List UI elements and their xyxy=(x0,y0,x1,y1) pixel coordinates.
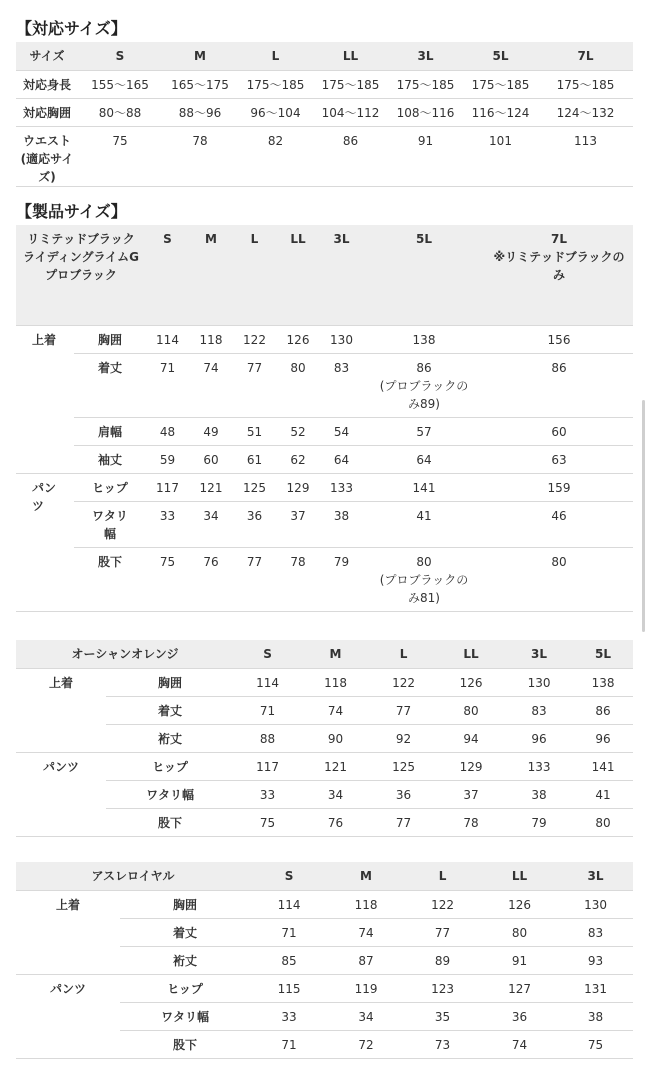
cell: 129 xyxy=(437,752,505,780)
cell: 37 xyxy=(276,501,320,547)
header-cell: 5L xyxy=(573,640,633,668)
cell: 36 xyxy=(481,1002,558,1030)
cell: 33 xyxy=(250,1002,328,1030)
cell: 129 xyxy=(276,473,320,501)
cell: 86 xyxy=(485,353,633,417)
header-cell: 3L xyxy=(388,42,463,70)
cell: 130 xyxy=(505,668,573,696)
row-label: 胸囲 xyxy=(120,890,250,918)
cell: 155〜165 xyxy=(78,70,162,98)
cell: 37 xyxy=(437,780,505,808)
header-cell: 5L xyxy=(363,225,485,325)
table-row xyxy=(16,780,633,808)
cell: 78 xyxy=(276,547,320,611)
cell: 133 xyxy=(505,752,573,780)
cell: 73 xyxy=(404,1030,481,1058)
header-cell: 5L xyxy=(463,42,538,70)
cell: 60 xyxy=(189,445,233,473)
cell: 80 xyxy=(481,918,558,946)
corner-cell: アスレロイヤル xyxy=(16,862,250,890)
cell: 80 xyxy=(437,696,505,724)
cell: 72 xyxy=(328,1030,404,1058)
table-row xyxy=(16,98,633,126)
row-label: ウエスト (適応サイズ) xyxy=(16,126,78,186)
cell: 48 xyxy=(146,417,189,445)
cell: 74 xyxy=(481,1030,558,1058)
cell: 130 xyxy=(320,325,363,353)
header-cell: S xyxy=(250,862,328,890)
row-label: 裄丈 xyxy=(106,724,234,752)
cell: 34 xyxy=(328,1002,404,1030)
section-title-product-size: 【製品サイズ】 xyxy=(16,202,127,221)
cell: 36 xyxy=(370,780,437,808)
athle-royal-size-table xyxy=(16,862,633,1059)
cell: 126 xyxy=(481,890,558,918)
header-cell: L xyxy=(404,862,481,890)
cell: 96 xyxy=(505,724,573,752)
cell: 130 xyxy=(558,890,633,918)
cell: 36 xyxy=(233,501,276,547)
cell: 77 xyxy=(233,353,276,417)
cell: 122 xyxy=(233,325,276,353)
cell: 114 xyxy=(250,890,328,918)
cell: 90 xyxy=(301,724,370,752)
cell: 80 (プロブラックのみ81) xyxy=(363,547,485,611)
cell: 62 xyxy=(276,445,320,473)
corner-cell: リミテッドブラック ライディングライムG プロブラック xyxy=(16,225,146,325)
cell: 89 xyxy=(404,946,481,974)
header-cell: L xyxy=(238,42,313,70)
cell: 78 xyxy=(162,126,238,186)
cell: 175〜185 xyxy=(238,70,313,98)
cell: 113 xyxy=(538,126,633,186)
row-label: 裄丈 xyxy=(120,946,250,974)
cell: 41 xyxy=(573,780,633,808)
cell: 78 xyxy=(437,808,505,836)
corner-cell: オーシャンオレンジ xyxy=(16,640,234,668)
cell: 133 xyxy=(320,473,363,501)
header-cell: S xyxy=(234,640,301,668)
cell: 80 xyxy=(276,353,320,417)
table-row xyxy=(16,70,633,98)
cell: 92 xyxy=(370,724,437,752)
cell: 71 xyxy=(250,1030,328,1058)
cell: 88〜96 xyxy=(162,98,238,126)
header-cell: M xyxy=(162,42,238,70)
compatible-size-table xyxy=(16,42,633,187)
table-row xyxy=(16,974,633,1002)
cell: 86 xyxy=(313,126,388,186)
cell: 101 xyxy=(463,126,538,186)
header-cell: L xyxy=(370,640,437,668)
cell: 119 xyxy=(328,974,404,1002)
table-row xyxy=(16,325,633,353)
cell: 126 xyxy=(276,325,320,353)
row-label: ワタリ幅 xyxy=(120,1002,250,1030)
cell: 33 xyxy=(234,780,301,808)
cell: 74 xyxy=(328,918,404,946)
cell: 34 xyxy=(189,501,233,547)
cell: 54 xyxy=(320,417,363,445)
cell: 59 xyxy=(146,445,189,473)
cell: 96 xyxy=(573,724,633,752)
header-cell: M xyxy=(301,640,370,668)
row-label: 着丈 xyxy=(74,353,146,417)
cell: 156 xyxy=(485,325,633,353)
header-cell: M xyxy=(328,862,404,890)
group-label-pants: パンツ xyxy=(16,974,120,1058)
cell: 75 xyxy=(78,126,162,186)
cell: 96〜104 xyxy=(238,98,313,126)
table-row xyxy=(16,126,633,186)
cell: 57 xyxy=(363,417,485,445)
cell: 80 xyxy=(573,808,633,836)
cell: 80 xyxy=(485,547,633,611)
row-label: 股下 xyxy=(106,808,234,836)
table-row xyxy=(16,473,633,501)
cell: 126 xyxy=(437,668,505,696)
cell: 123 xyxy=(404,974,481,1002)
cell: 33 xyxy=(146,501,189,547)
cell: 114 xyxy=(146,325,189,353)
header-cell: LL xyxy=(313,42,388,70)
row-label: 着丈 xyxy=(120,918,250,946)
row-label: ワタリ幅 xyxy=(106,780,234,808)
cell: 49 xyxy=(189,417,233,445)
cell: 91 xyxy=(388,126,463,186)
cell: 175〜185 xyxy=(313,70,388,98)
row-label: 肩幅 xyxy=(74,417,146,445)
group-label-pants: パンツ xyxy=(16,473,74,611)
row-label: 股下 xyxy=(74,547,146,611)
cell: 141 xyxy=(573,752,633,780)
cell: 61 xyxy=(233,445,276,473)
row-label: 股下 xyxy=(120,1030,250,1058)
header-cell: S xyxy=(78,42,162,70)
cell: 51 xyxy=(233,417,276,445)
header-cell: 3L xyxy=(505,640,573,668)
row-label: 袖丈 xyxy=(74,445,146,473)
cell: 75 xyxy=(234,808,301,836)
row-label: 対応胸囲 xyxy=(16,98,78,126)
cell: 75 xyxy=(558,1030,633,1058)
cell: 79 xyxy=(320,547,363,611)
cell: 118 xyxy=(189,325,233,353)
row-label: ワタリ幅 xyxy=(74,501,146,547)
cell: 117 xyxy=(234,752,301,780)
cell: 83 xyxy=(558,918,633,946)
table-row xyxy=(16,668,633,696)
cell: 93 xyxy=(558,946,633,974)
table-row xyxy=(16,752,633,780)
cell: 76 xyxy=(189,547,233,611)
cell: 74 xyxy=(189,353,233,417)
cell: 175〜185 xyxy=(388,70,463,98)
cell: 175〜185 xyxy=(463,70,538,98)
cell: 86 xyxy=(573,696,633,724)
cell: 115 xyxy=(250,974,328,1002)
header-cell: 7L xyxy=(538,42,633,70)
table-row xyxy=(16,501,633,547)
row-label: 対応身長 xyxy=(16,70,78,98)
table-row xyxy=(16,353,633,417)
scrollbar[interactable] xyxy=(642,400,645,632)
cell: 118 xyxy=(328,890,404,918)
cell: 75 xyxy=(146,547,189,611)
header-cell: LL xyxy=(276,225,320,325)
cell: 71 xyxy=(250,918,328,946)
cell: 46 xyxy=(485,501,633,547)
cell: 82 xyxy=(238,126,313,186)
cell: 138 xyxy=(363,325,485,353)
header-cell: S xyxy=(146,225,189,325)
cell: 124〜132 xyxy=(538,98,633,126)
cell: 77 xyxy=(404,918,481,946)
cell: 79 xyxy=(505,808,573,836)
cell: 71 xyxy=(234,696,301,724)
header-cell: 3L xyxy=(558,862,633,890)
cell: 38 xyxy=(558,1002,633,1030)
cell: 77 xyxy=(370,696,437,724)
cell: 74 xyxy=(301,696,370,724)
header-cell: サイズ xyxy=(16,42,78,70)
cell: 71 xyxy=(146,353,189,417)
table-row xyxy=(16,445,633,473)
cell: 77 xyxy=(233,547,276,611)
cell: 125 xyxy=(370,752,437,780)
group-label-jacket: 上着 xyxy=(16,890,120,974)
row-label: ヒップ xyxy=(74,473,146,501)
table-row xyxy=(16,724,633,752)
ocean-orange-size-table xyxy=(16,640,633,837)
table-row xyxy=(16,890,633,918)
row-label: ヒップ xyxy=(120,974,250,1002)
cell: 63 xyxy=(485,445,633,473)
cell: 38 xyxy=(320,501,363,547)
header-cell: LL xyxy=(437,640,505,668)
cell: 76 xyxy=(301,808,370,836)
table-row xyxy=(16,547,633,611)
cell: 104〜112 xyxy=(313,98,388,126)
row-label: 胸囲 xyxy=(74,325,146,353)
table-row xyxy=(16,696,633,724)
header-cell: M xyxy=(189,225,233,325)
cell: 34 xyxy=(301,780,370,808)
cell: 64 xyxy=(363,445,485,473)
cell: 94 xyxy=(437,724,505,752)
cell: 121 xyxy=(189,473,233,501)
group-label-jacket: 上着 xyxy=(16,668,106,752)
cell: 117 xyxy=(146,473,189,501)
cell: 122 xyxy=(404,890,481,918)
cell: 52 xyxy=(276,417,320,445)
cell: 116〜124 xyxy=(463,98,538,126)
cell: 83 xyxy=(505,696,573,724)
cell: 114 xyxy=(234,668,301,696)
cell: 85 xyxy=(250,946,328,974)
cell: 108〜116 xyxy=(388,98,463,126)
cell: 86 (プロブラックのみ89) xyxy=(363,353,485,417)
cell: 38 xyxy=(505,780,573,808)
cell: 41 xyxy=(363,501,485,547)
cell: 138 xyxy=(573,668,633,696)
cell: 159 xyxy=(485,473,633,501)
cell: 125 xyxy=(233,473,276,501)
header-cell: LL xyxy=(481,862,558,890)
table-row xyxy=(16,417,633,445)
header-cell: 3L xyxy=(320,225,363,325)
cell: 118 xyxy=(301,668,370,696)
cell: 121 xyxy=(301,752,370,780)
cell: 88 xyxy=(234,724,301,752)
cell: 131 xyxy=(558,974,633,1002)
group-label-pants: パンツ xyxy=(16,752,106,836)
cell: 35 xyxy=(404,1002,481,1030)
cell: 87 xyxy=(328,946,404,974)
group-label-jacket: 上着 xyxy=(16,325,74,473)
cell: 165〜175 xyxy=(162,70,238,98)
cell: 83 xyxy=(320,353,363,417)
row-label: 胸囲 xyxy=(106,668,234,696)
product-size-table xyxy=(16,225,633,612)
cell: 127 xyxy=(481,974,558,1002)
cell: 80〜88 xyxy=(78,98,162,126)
cell: 175〜185 xyxy=(538,70,633,98)
section-title-compatible-size: 【対応サイズ】 xyxy=(16,19,127,38)
header-cell: L xyxy=(233,225,276,325)
table-row xyxy=(16,808,633,836)
row-label: 着丈 xyxy=(106,696,234,724)
row-label: ヒップ xyxy=(106,752,234,780)
cell: 77 xyxy=(370,808,437,836)
cell: 141 xyxy=(363,473,485,501)
cell: 60 xyxy=(485,417,633,445)
cell: 122 xyxy=(370,668,437,696)
header-cell: 7L ※リミテッドブラックのみ xyxy=(485,225,633,325)
cell: 64 xyxy=(320,445,363,473)
cell: 91 xyxy=(481,946,558,974)
